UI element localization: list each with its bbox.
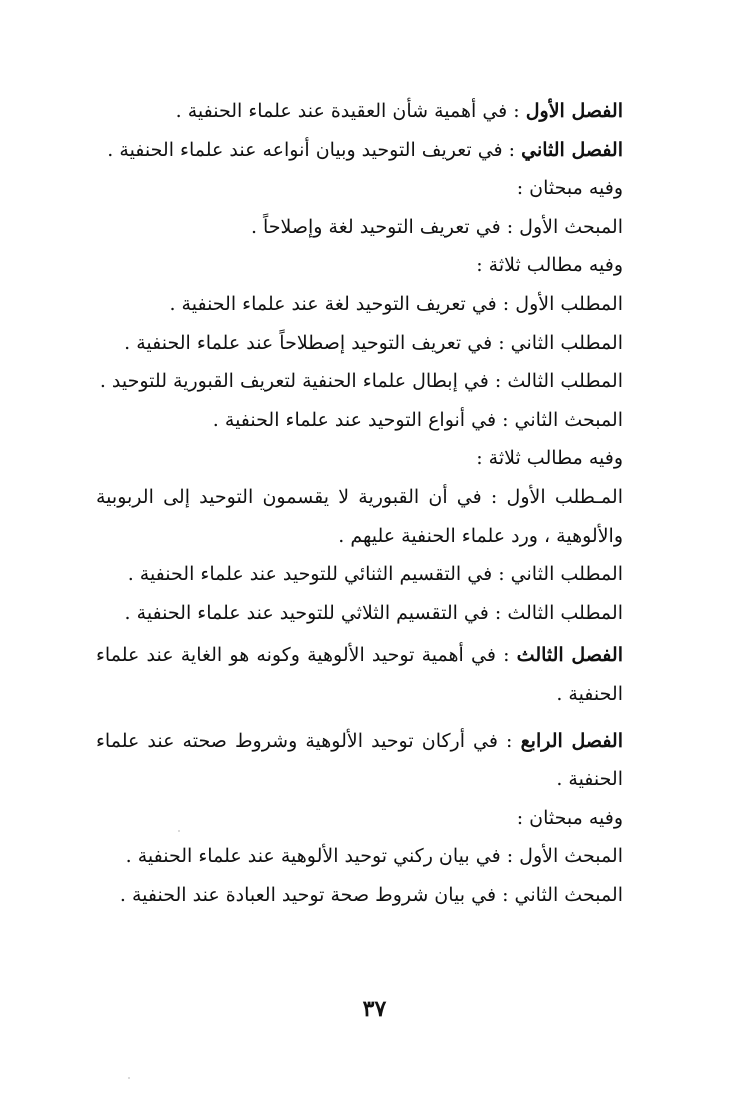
subsection-text: : في تعريف التوحيد لغة عند علماء الحنفية .: [169, 292, 510, 315]
subsection-label: المطلب الثالث: [507, 601, 623, 624]
subsection-text: : في أن القبورية لا يقسمون التوحيد إلى الربوبية والألوهية ، ورد علماء الحنفية عليهم .: [96, 485, 623, 547]
subsection-label: المطلب الثاني: [510, 563, 623, 586]
chapter-3-text: : في أهمية توحيد الألوهية وكونه هو الغاية عند علماء الحنفية .: [96, 644, 623, 705]
chapter-4-label: الفصل الرابع: [520, 729, 623, 752]
subsection-1-2-line: [96, 324, 623, 363]
subsection-label: المطلب الثاني: [510, 331, 623, 354]
chapter-3-label: الفصل الثالث: [516, 644, 623, 667]
section-2-text: : في أنواع التوحيد عند علماء الحنفية .: [212, 408, 509, 431]
chapter-2-intro: [96, 169, 623, 208]
intro-text: وفيه مبحثان :: [516, 806, 623, 829]
subsection-label: المطلب الأول: [515, 292, 623, 315]
subsection-1-1-line: [96, 285, 623, 324]
subsection-text: : في التقسيم الثنائي للتوحيد عند علماء الحنفية .: [127, 563, 505, 586]
section-4-1-line: [96, 837, 623, 876]
subsection-2-2-line: [96, 555, 623, 594]
intro-text: وفيه مطالب ثلاثة :: [476, 447, 623, 470]
scan-speck: [178, 830, 180, 832]
scan-speck: [128, 1077, 130, 1079]
chapter-4-text: : في أركان توحيد الألوهية وشروط صحته عند علماء الحنفية .: [96, 729, 623, 791]
chapter-1-text: : في أهمية شأن العقيدة عند علماء الحنفية .: [175, 100, 520, 122]
intro-text: وفيه مطالب ثلاثة :: [476, 254, 623, 277]
subsection-label: المطلب الثالث: [507, 370, 623, 393]
subsection-label: المـطلب الأول: [506, 485, 623, 508]
chapter-2-text: : في تعريف التوحيد وبيان أنواعه عند علماء الحنفية .: [107, 138, 516, 161]
section-text: : في بيان شروط صحة توحيد العبادة عند الحنفية .: [119, 883, 509, 906]
section-label: المبحث الثاني: [514, 883, 623, 906]
section-2-intro: [96, 439, 623, 478]
chapter-2-label: الفصل الثاني: [521, 138, 623, 161]
subsection-text: : في تعريف التوحيد إصطلاحاً عند علماء الحنفية .: [124, 331, 505, 354]
section-2-label: المبحث الثاني: [514, 408, 623, 431]
chapter-2-line: [96, 131, 623, 170]
section-2-line: [96, 401, 623, 440]
page-number: ٣٧: [362, 996, 387, 1022]
section-1-text: : في تعريف التوحيد لغة وإصلاحاً .: [250, 215, 514, 238]
chapter-4-line: [96, 722, 623, 799]
section-1-label: المبحث الأول: [519, 215, 623, 238]
section-4-2-line: [96, 876, 623, 915]
subsection-1-3-line: [96, 362, 623, 401]
subsection-text: : في التقسيم الثلاثي للتوحيد عند علماء الحنفية .: [124, 601, 502, 624]
chapter-1-label: الفصل الأول: [525, 100, 623, 122]
chapter-1-line: [96, 92, 623, 131]
section-1-line: [96, 208, 623, 247]
subsection-2-1-line: [96, 478, 623, 555]
intro-text: وفيه مبحثان :: [516, 177, 623, 200]
section-label: المبحث الأول: [519, 845, 623, 868]
subsection-text: : في إبطال علماء الحنفية لتعريف القبورية للتوحيد .: [99, 370, 502, 393]
section-text: : في بيان ركني توحيد الألوهية عند علماء الحنفية .: [125, 845, 514, 868]
subsection-2-3-line: [96, 594, 623, 633]
section-1-intro: [96, 246, 623, 285]
table-of-contents: [96, 92, 623, 914]
chapter-3-line: [96, 636, 623, 713]
chapter-4-intro: [96, 799, 623, 838]
